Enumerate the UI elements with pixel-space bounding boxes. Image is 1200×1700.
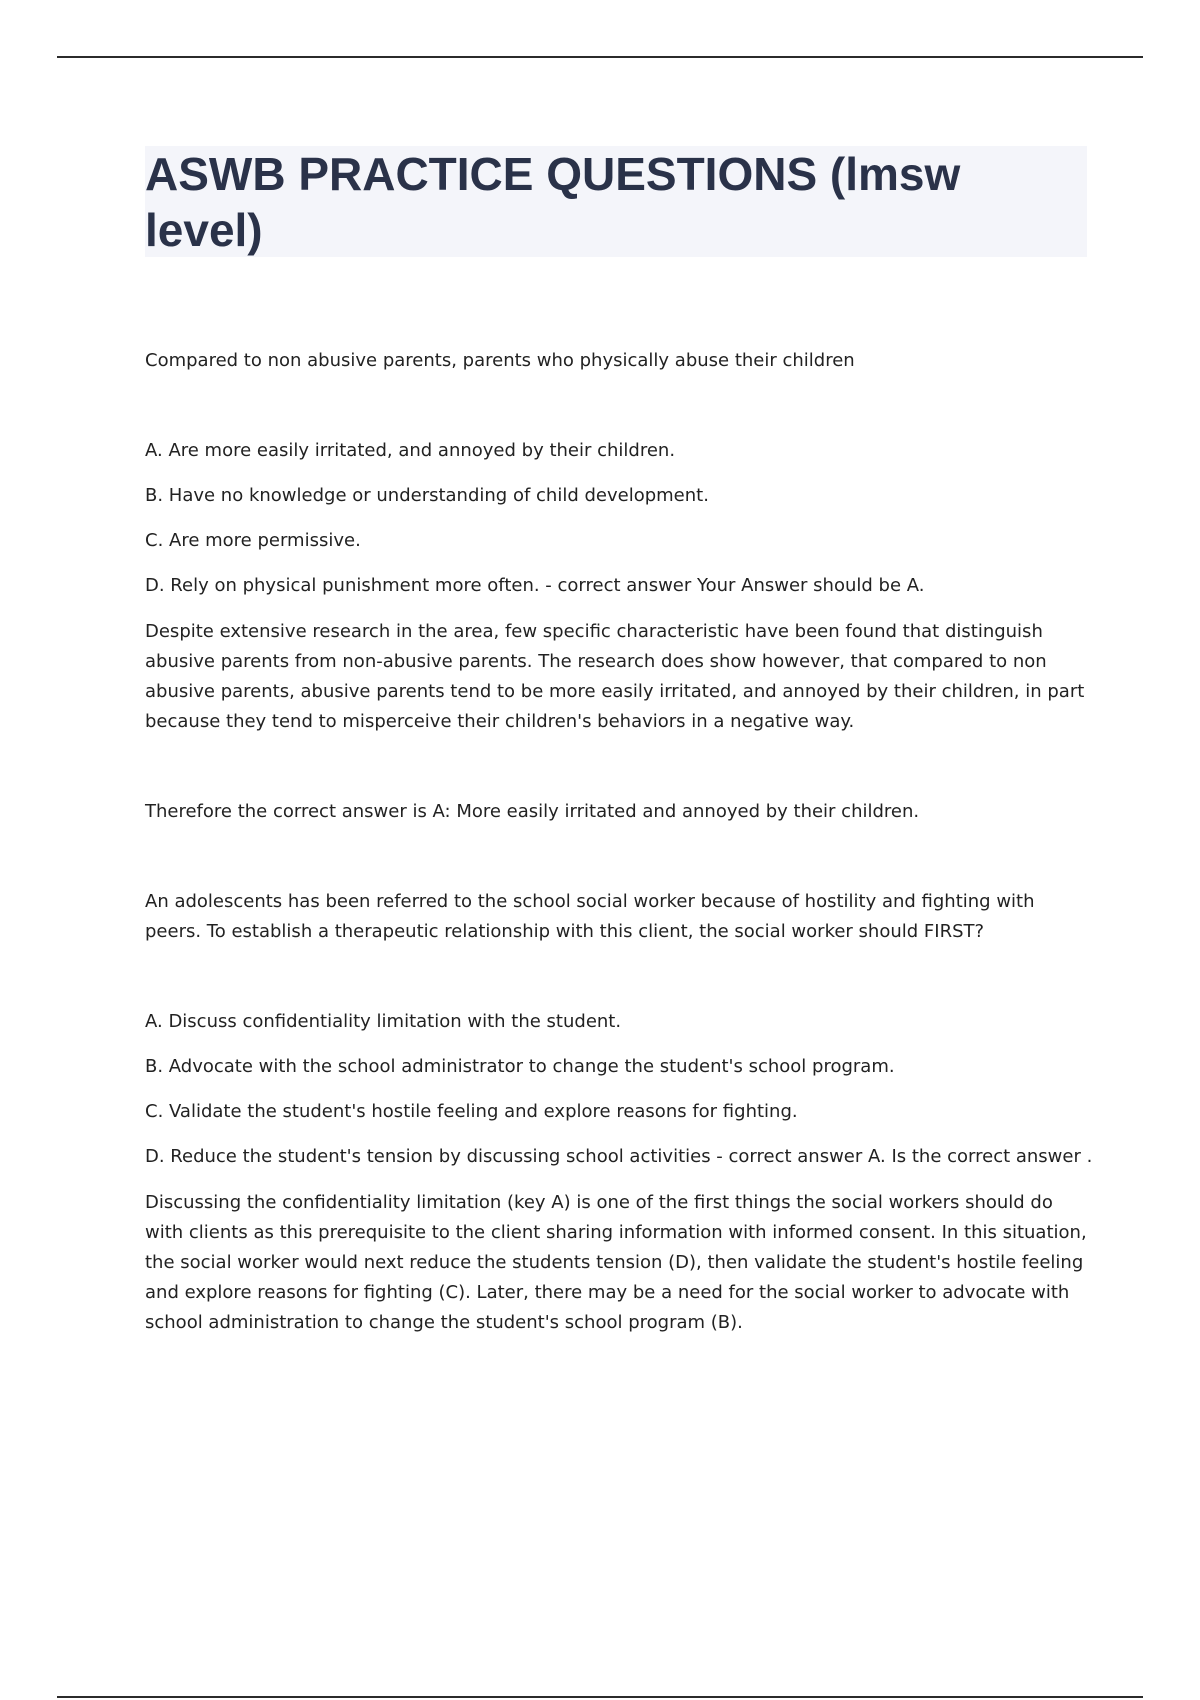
question-1-options <box>145 436 1095 616</box>
option-a: A. Discuss confidentiality limitation with the student. <box>145 1011 622 1032</box>
option-d: D. Rely on physical punishment more often. - correct answer Your Answer should be A. <box>145 575 925 596</box>
top-rule <box>57 56 1143 58</box>
option-c: C. Are more permissive. <box>145 530 361 551</box>
option-a: A. Are more easily irritated, and annoyed by their children. <box>145 440 676 461</box>
question-1-explanation <box>145 617 1095 737</box>
question-2-options <box>145 1007 1095 1187</box>
question-1-stem <box>145 346 1095 376</box>
question-2-explanation <box>145 1188 1095 1338</box>
title-block <box>145 146 1087 257</box>
question-1-conclusion <box>145 797 1095 827</box>
question-2-stem <box>145 887 1095 947</box>
document-title: ASWB PRACTICE QUESTIONS (lmsw level) <box>145 148 961 256</box>
option-b: B. Have no knowledge or understanding of child development. <box>145 485 709 506</box>
question-stem-text: An adolescents has been referred to the school social worker because of hostility and fighting with peers. To establish a therapeutic relationship with this client, the social worker should FIRST? <box>145 891 1035 942</box>
explanation-text: Despite extensive research in the area, few specific characteristic have been found that distinguish abusive parents from non-abusive parents. The research does show however, that compared to non abusive parents, abusive parents tend to be more easily irritated, and annoyed by their children, in part because they tend to misperceive their children's behaviors in a negative way. <box>145 621 1085 732</box>
option-d: D. Reduce the student's tension by discussing school activities - correct answer A. Is the correct answer . <box>145 1146 1093 1167</box>
conclusion-text: Therefore the correct answer is A: More easily irritated and annoyed by their children. <box>145 801 920 822</box>
explanation-text: Discussing the confidentiality limitation (key A) is one of the first things the social workers should do with clients as this prerequisite to the client sharing information with informed consent. In this situation, the social worker would next reduce the students tension (D), then validate the student's hostile feeling and explore reasons for fighting (C). Later, there may be a need for the social worker to advocate with school administration to change the student's school program (B). <box>145 1192 1087 1333</box>
option-b: B. Advocate with the school administrator to change the student's school program. <box>145 1056 895 1077</box>
bottom-rule <box>57 1696 1143 1698</box>
question-stem-text: Compared to non abusive parents, parents who physically abuse their children <box>145 350 855 371</box>
option-c: C. Validate the student's hostile feeling and explore reasons for fighting. <box>145 1101 798 1122</box>
